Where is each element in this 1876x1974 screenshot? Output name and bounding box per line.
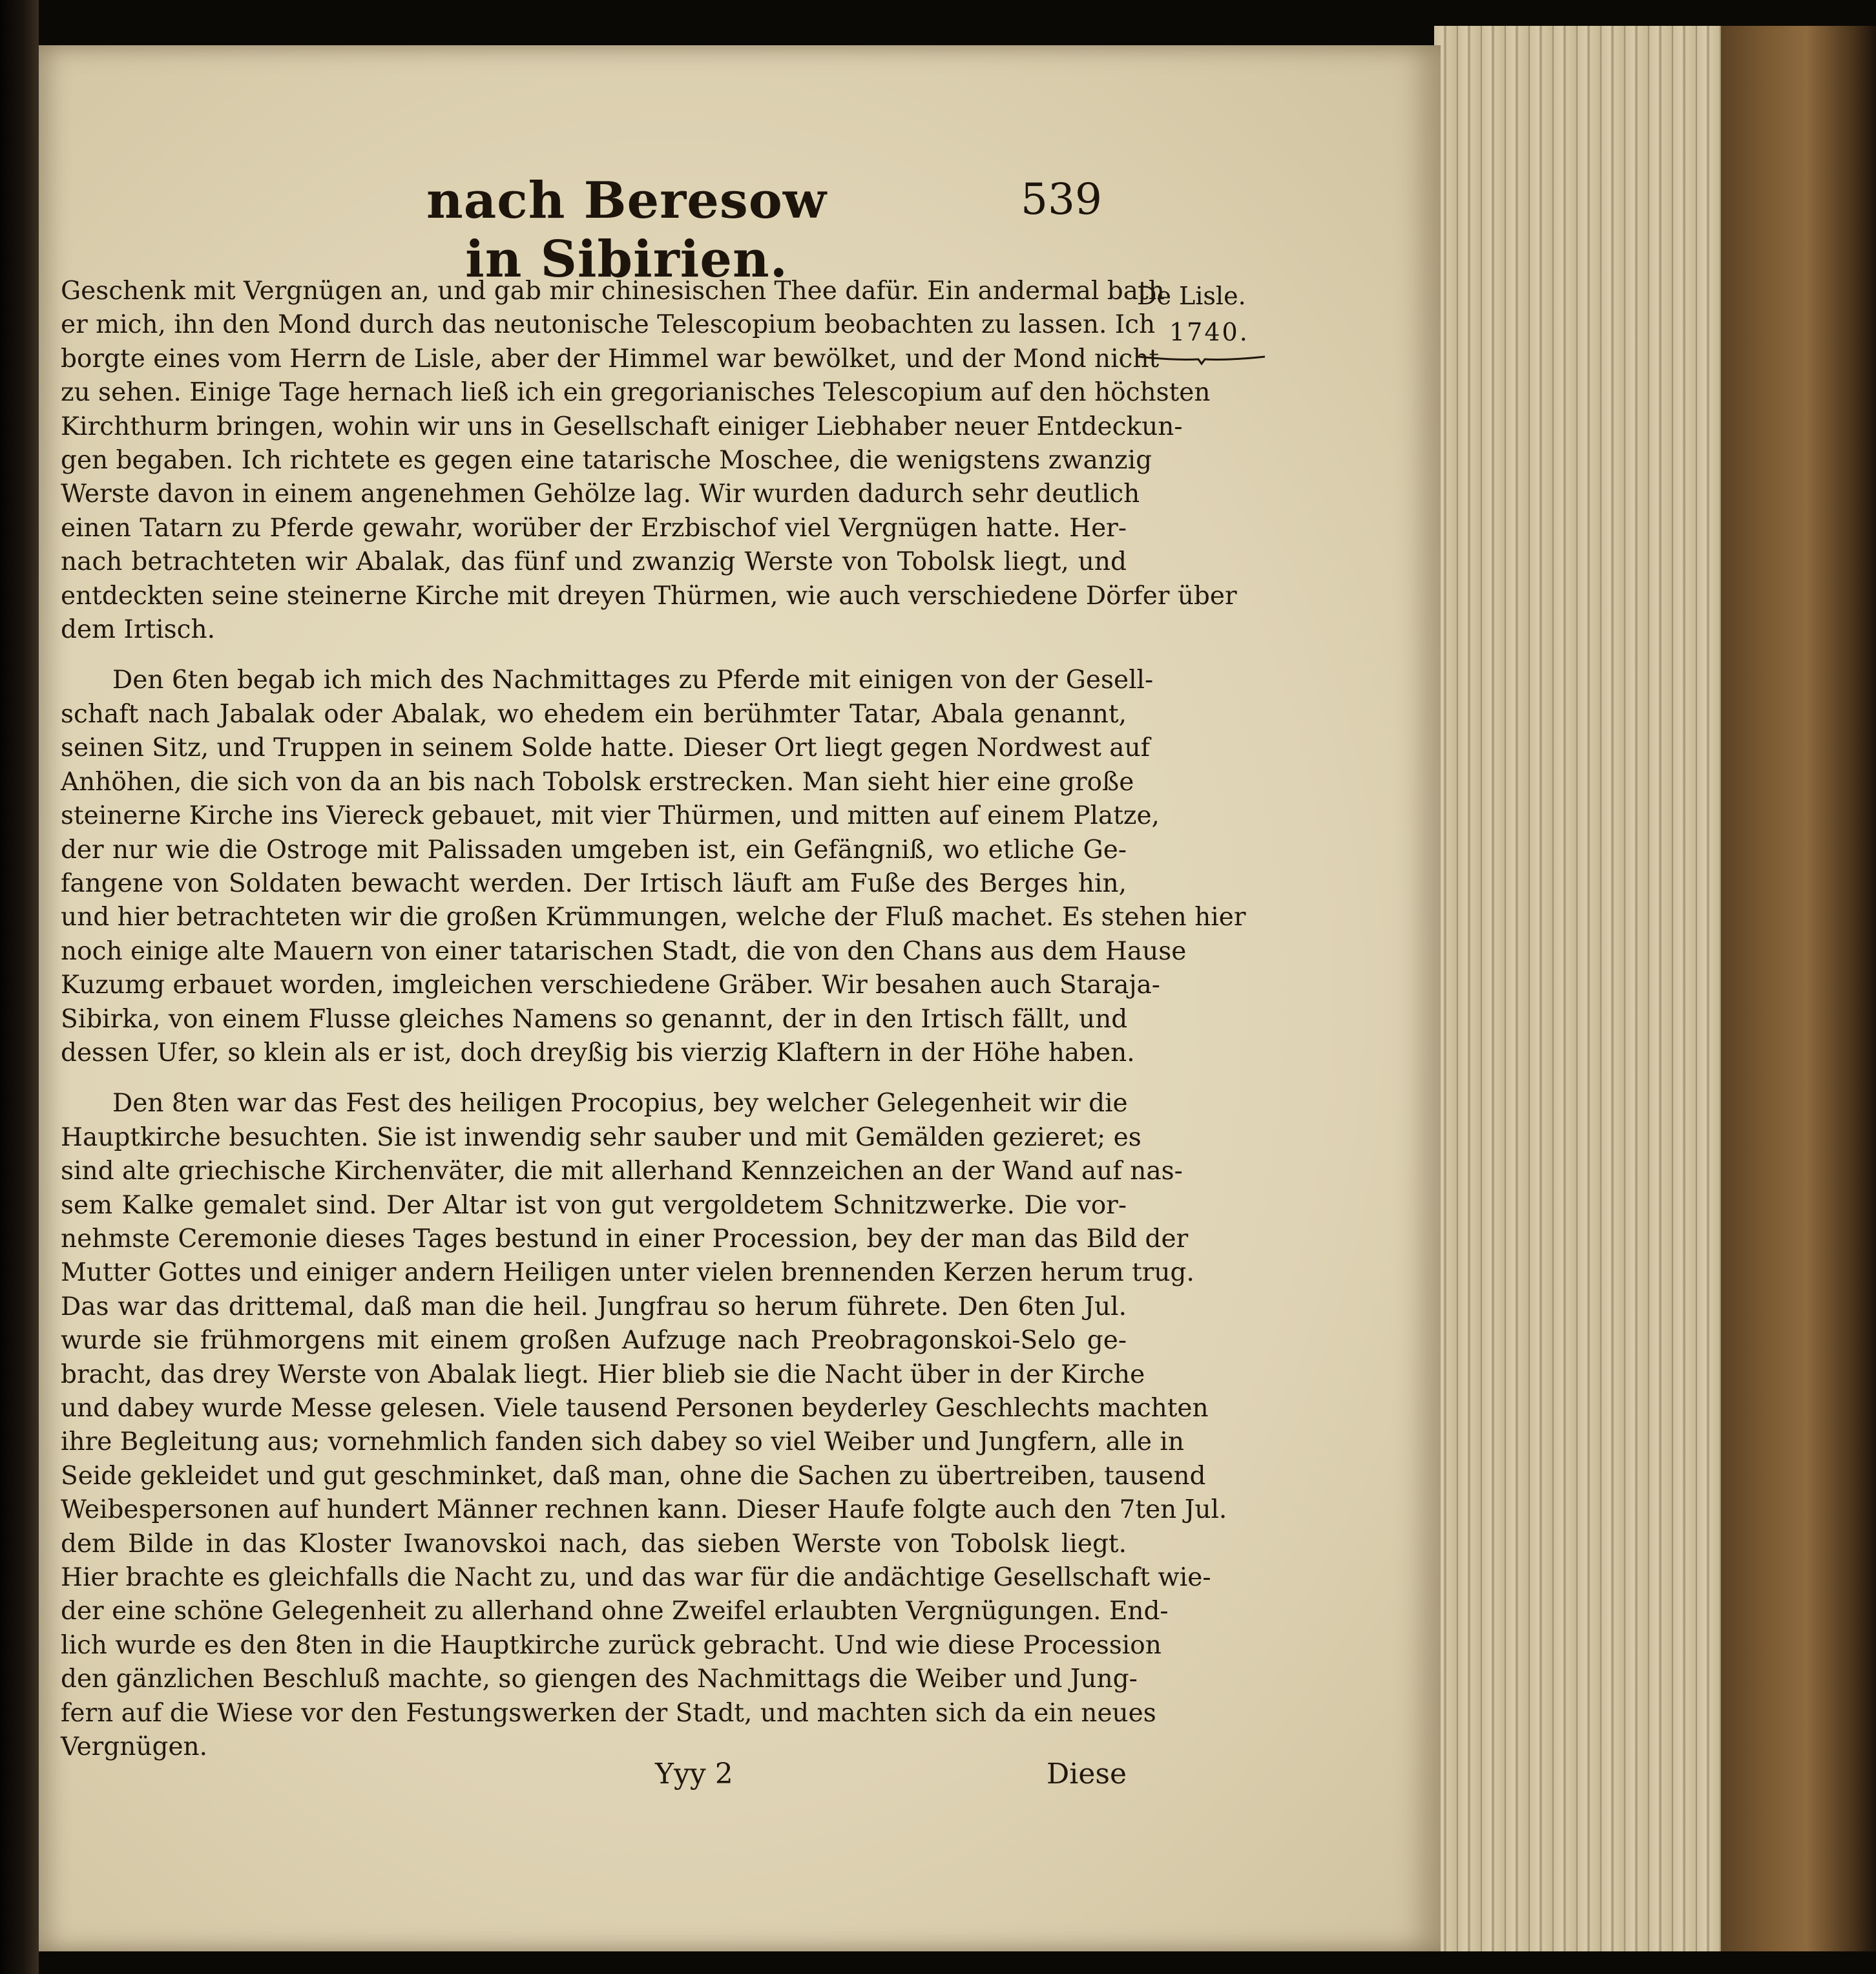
text-line: Weibespersonen auf hundert Männer rechnen kann. Dieser Haufe folgte auch den 7ten Jul. (61, 1495, 1227, 1525)
text-line: einen Tatarn zu Pferde gewahr, worüber der Erzbischof viel Vergnügen hatte. Her- (61, 513, 1127, 543)
text-line: Anhöhen, die sich von da an bis nach Tobolsk erstrecken. Man sieht hier eine große (61, 767, 1134, 797)
text-line: Den 8ten war das Fest des heiligen Procopius, bey welcher Gelegenheit wir die (112, 1089, 1128, 1118)
text-line: Mutter Gottes und einiger andern Heiligen unter vielen brennenden Kerzen herum trug. (61, 1258, 1194, 1288)
text-line: sind alte griechische Kirchenväter, die mit allerhand Kennzeichen an der Wand auf nas- (61, 1157, 1183, 1186)
text-line: nach betrachteten wir Abalak, das fünf und zwanzig Werste von Tobolsk liegt, und (61, 547, 1127, 577)
text-line: den gänzlichen Beschluß machte, so giengen des Nachmittags die Weiber und Jung- (61, 1664, 1138, 1694)
text-line: noch einige alte Mauern von einer tatarischen Stadt, die von den Chans aus dem Hause (61, 936, 1187, 966)
book-page (39, 45, 1441, 1951)
text-line: Geschenk mit Vergnügen an, und gab mir chinesischen Thee dafür. Ein andermal bath (61, 277, 1165, 306)
text-line: der nur wie die Ostroge mit Palissaden umgeben ist, ein Gefängniß, wo etliche Ge- (61, 835, 1127, 865)
text-line: Sibirka, von einem Flusse gleiches Namens so genannt, der in den Irtisch fällt, und (61, 1004, 1128, 1034)
paragraph-gap (61, 1070, 1127, 1087)
scan-left-edge (0, 0, 39, 1974)
margin-note-name: De Lisle. (1137, 282, 1246, 310)
text-line: borgte eines vom Herrn de Lisle, aber der Himmel war bewölket, und der Mond nicht (61, 344, 1160, 373)
text-line: seinen Sitz, und Truppen in seinem Solde hatte. Dieser Ort liegt gegen Nordwest auf (61, 733, 1151, 763)
text-line: steinerne Kirche ins Viereck gebauet, mit vier Thürmen, und mitten auf einem Platze, (61, 801, 1160, 831)
text-line: lich wurde es den 8ten in die Hauptkirche zurück gebracht. Und wie diese Procession (61, 1630, 1162, 1660)
text-line: Hier brachte es gleichfalls die Nacht zu, und das war für die andächtige Gesellschaft wie- (61, 1563, 1211, 1593)
text-line: entdeckten seine steinerne Kirche mit dreyen Thürmen, wie auch verschiedene Dörfer über (61, 581, 1237, 611)
catchword: Diese (1046, 1758, 1127, 1790)
text-line: zu sehen. Einige Tage hernach ließ ich ein gregorianisches Telescopium auf den höchsten (61, 378, 1211, 408)
paragraph-gap (61, 647, 1127, 664)
running-head: nach Beresow in Sibirien. (426, 171, 827, 289)
text-line: ihre Begleitung aus; vornehmlich fanden sich dabey so viel Weiber und Jungfern, alle in (61, 1427, 1184, 1457)
text-line: nehmste Ceremonie dieses Tages bestund in einer Procession, bey der man das Bild der (61, 1224, 1189, 1254)
signature-mark: Yyy 2 (655, 1758, 733, 1790)
text-line: bracht, das drey Werste von Abalak liegt. Hier blieb sie die Nacht über in der Kirche (61, 1360, 1145, 1389)
text-line: schaft nach Jabalak oder Abalak, wo ehedem ein berühmter Tatar, Abala genannt, (61, 699, 1127, 729)
text-line: fern auf die Wiese vor den Festungswerken der Stadt, und machten sich da ein neues (61, 1698, 1156, 1728)
margin-note-year: 1740. (1169, 318, 1249, 346)
text-line: Hauptkirche besuchten. Sie ist inwendig sehr sauber und mit Gemälden gezieret; es (61, 1122, 1141, 1152)
text-line: dem Bilde in das Kloster Iwanovskoi nach, das sieben Werste von Tobolsk liegt. (61, 1529, 1127, 1559)
text-line: der eine schöne Gelegenheit zu allerhand ohne Zweifel erlaubten Vergnügungen. End- (61, 1597, 1169, 1626)
page-number: 539 (1021, 174, 1102, 224)
text-line: sem Kalke gemalet sind. Der Altar ist von gut vergoldetem Schnitzwerke. Die vor- (61, 1190, 1127, 1220)
text-line: wurde sie frühmorgens mit einem großen Aufzuge nach Preobragonskoi-Selo ge- (61, 1326, 1127, 1356)
text-line: Seide gekleidet und gut geschminket, daß man, ohne die Sachen zu übertreiben, tausend (61, 1461, 1206, 1491)
text-line: Kuzumg erbauet worden, imgleichen verschiedene Gräber. Wir besahen auch Staraja- (61, 971, 1160, 1000)
text-line: gen begaben. Ich richtete es gegen eine tatarische Moschee, die wenigstens zwanzig (61, 446, 1152, 476)
text-line: dem Irtisch. (61, 615, 215, 645)
text-line: Werste davon in einem angenehmen Gehölze lag. Wir wurden dadurch sehr deutlich (61, 479, 1140, 509)
book-page-edges (1434, 26, 1876, 1951)
text-line: und dabey wurde Messe gelesen. Viele tausend Personen beyderley Geschlechts machten (61, 1394, 1209, 1423)
text-line: Vergnügen. (61, 1732, 208, 1762)
text-line: dessen Ufer, so klein als er ist, doch dreyßig bis vierzig Klaftern in der Höhe haben. (61, 1038, 1135, 1067)
text-line: und hier betrachteten wir die großen Krümmungen, welche der Fluß machet. Es stehen hier (61, 903, 1246, 932)
text-line: Den 6ten begab ich mich des Nachmittages zu Pferde mit einigen von der Gesell- (112, 666, 1154, 695)
text-line: Das war das drittemal, daß man die heil. Jungfrau so herum führete. Den 6ten Jul. (61, 1292, 1127, 1321)
text-line: Kirchthurm bringen, wohin wir uns in Gesellschaft einiger Liebhaber neuer Entdeckun- (61, 412, 1183, 441)
text-line: er mich, ihn den Mond durch das neutonische Telescopium beobachten zu lassen. Ich (61, 310, 1156, 340)
text-line: fangene von Soldaten bewacht werden. Der Irtisch läuft am Fuße des Berges hin, (61, 868, 1127, 898)
